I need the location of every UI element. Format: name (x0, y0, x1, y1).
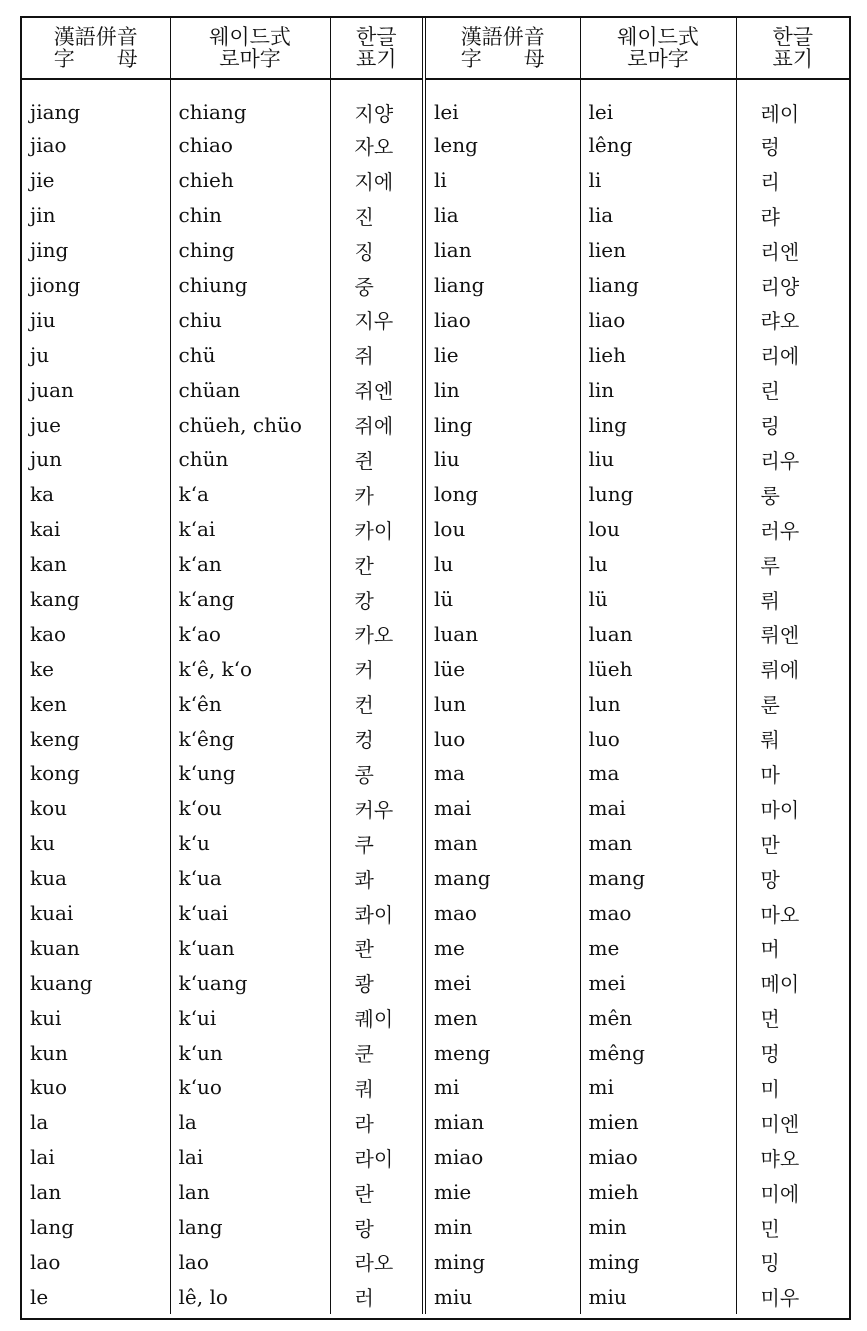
hangul-cell: 쥐에 (330, 407, 424, 442)
hangul-cell: 리우 (760, 448, 800, 473)
hangul-cell: 란 (330, 1175, 424, 1210)
wade-giles-cell: chüan (170, 372, 330, 407)
wade-giles-cell: chiung (170, 268, 330, 303)
hangul-cell: 미에 (760, 1181, 800, 1206)
hangul-cell: 컨 (330, 686, 424, 721)
wade-giles-cell: chiang (170, 79, 330, 128)
pinyin-cell: kang (22, 582, 170, 617)
wade-giles-cell: lan (170, 1175, 330, 1210)
wade-giles-cell: k‘ao (170, 616, 330, 651)
hangul-cell: 카이 (330, 512, 424, 547)
hangul-cell: 컹 (330, 721, 424, 756)
pinyin-cell: kou (22, 791, 170, 826)
table-row (22, 407, 849, 442)
pinyin-cell: jiong (22, 268, 170, 303)
wade-giles-cell: lao (170, 1245, 330, 1280)
pinyin-cell: mie (424, 1175, 580, 1210)
table-row (22, 128, 849, 163)
header-pinyin-left (22, 18, 170, 79)
hangul-cell: 쿤 (330, 1035, 424, 1070)
hangul-cell: 라오 (330, 1245, 424, 1280)
hangul-cell: 지우 (330, 302, 424, 337)
wade-giles-cell: liao (580, 302, 736, 337)
hangul-cell: 랴 (760, 204, 780, 229)
wade-giles-cell: k‘ui (170, 1000, 330, 1035)
table-row (22, 163, 849, 198)
hangul-cell: 쾅 (330, 965, 424, 1000)
pinyin-cell: man (424, 826, 580, 861)
wade-giles-cell: k‘êng (170, 721, 330, 756)
wade-giles-cell: chieh (170, 163, 330, 198)
wade-giles-cell: k‘a (170, 477, 330, 512)
header-pinyin-right (424, 18, 580, 79)
pinyin-cell: mian (424, 1105, 580, 1140)
header-line: 한글 (355, 25, 397, 49)
pinyin-cell: miu (424, 1279, 580, 1314)
pinyin-cell: liang (424, 268, 580, 303)
header-line: 웨이드式 (209, 25, 291, 49)
table-row (22, 756, 849, 791)
header-line: 字 母 (53, 47, 138, 71)
hangul-cell: 만 (760, 832, 780, 857)
wade-giles-cell: k‘an (170, 547, 330, 582)
pinyin-cell: lei (424, 79, 580, 128)
hangul-cell: 랑 (330, 1210, 424, 1245)
header-line: 표기 (355, 47, 397, 71)
wade-giles-cell: mien (580, 1105, 736, 1140)
hangul-cell: 미 (760, 1076, 780, 1101)
pinyin-cell: jue (22, 407, 170, 442)
hangul-cell: 뤼 (760, 588, 780, 613)
wade-giles-cell: chü (170, 337, 330, 372)
wade-giles-cell: k‘ung (170, 756, 330, 791)
wade-giles-cell: k‘uai (170, 896, 330, 931)
hangul-cell: 망 (760, 867, 780, 892)
pinyin-cell: ken (22, 686, 170, 721)
pinyin-cell: keng (22, 721, 170, 756)
wade-giles-cell: lieh (580, 337, 736, 372)
pinyin-cell: kuo (22, 1070, 170, 1105)
table-row (22, 826, 849, 861)
header-wade-right (580, 18, 736, 79)
wade-giles-cell: miao (580, 1140, 736, 1175)
pinyin-cell: lin (424, 372, 580, 407)
table-row (22, 1279, 849, 1314)
table-row (22, 1140, 849, 1175)
table-row (22, 1000, 849, 1035)
wade-giles-cell: lun (580, 686, 736, 721)
wade-giles-cell: ling (580, 407, 736, 442)
table-body (22, 79, 849, 1314)
hangul-cell: 중 (330, 268, 424, 303)
pinyin-cell: jiang (22, 79, 170, 128)
pinyin-cell: ku (22, 826, 170, 861)
hangul-cell: 카 (330, 477, 424, 512)
wade-giles-cell: k‘uang (170, 965, 330, 1000)
pinyin-cell: liu (424, 442, 580, 477)
table-row (22, 1035, 849, 1070)
hangul-cell: 쿠 (330, 826, 424, 861)
header-line: 漢語併音 (53, 25, 138, 49)
pinyin-cell: lüe (424, 651, 580, 686)
hangul-cell: 콴 (330, 930, 424, 965)
hangul-cell: 징 (330, 233, 424, 268)
table-header-row (22, 18, 849, 79)
hangul-cell: 러우 (760, 518, 800, 543)
wade-giles-cell: k‘ên (170, 686, 330, 721)
pinyin-cell: leng (424, 128, 580, 163)
wade-giles-cell: lê, lo (170, 1279, 330, 1314)
table-row (22, 477, 849, 512)
pinyin-cell: lü (424, 582, 580, 617)
hangul-cell: 렁 (760, 134, 780, 159)
table-row (22, 302, 849, 337)
wade-giles-cell: chiao (170, 128, 330, 163)
wade-giles-cell: mei (580, 965, 736, 1000)
wade-giles-cell: liang (580, 268, 736, 303)
wade-giles-cell: mang (580, 861, 736, 896)
wade-giles-cell: liu (580, 442, 736, 477)
hangul-cell: 랴오 (760, 309, 800, 334)
pinyin-cell: lie (424, 337, 580, 372)
pinyin-cell: juan (22, 372, 170, 407)
pinyin-cell: lian (424, 233, 580, 268)
hangul-cell: 쥔 (330, 442, 424, 477)
table-row (22, 791, 849, 826)
pinyin-cell: jie (22, 163, 170, 198)
hangul-cell: 콰 (330, 861, 424, 896)
header-line: 표기 (772, 47, 814, 71)
pinyin-cell: jun (22, 442, 170, 477)
header-wade-left (170, 18, 330, 79)
table-row (22, 582, 849, 617)
wade-giles-cell: man (580, 826, 736, 861)
hangul-cell: 링 (760, 414, 780, 439)
hangul-cell: 리 (760, 169, 780, 194)
hangul-cell: 미우 (760, 1286, 800, 1311)
table-row (22, 1070, 849, 1105)
hangul-cell: 미엔 (760, 1111, 800, 1136)
pinyin-cell: jiu (22, 302, 170, 337)
wade-giles-cell: mao (580, 896, 736, 931)
pinyin-cell: lai (22, 1140, 170, 1175)
wade-giles-cell: ching (170, 233, 330, 268)
header-line: 한글 (772, 25, 814, 49)
table-row (22, 651, 849, 686)
wade-giles-cell: mên (580, 1000, 736, 1035)
wade-giles-cell: ming (580, 1245, 736, 1280)
wade-giles-cell: k‘un (170, 1035, 330, 1070)
table-row (22, 721, 849, 756)
pinyin-cell: lan (22, 1175, 170, 1210)
wade-giles-cell: k‘ê, k‘o (170, 651, 330, 686)
hangul-cell: 쥐 (330, 337, 424, 372)
header-line: 字 母 (460, 47, 545, 71)
pinyin-cell: jin (22, 198, 170, 233)
pinyin-cell: le (22, 1279, 170, 1314)
wade-giles-cell: lin (580, 372, 736, 407)
pinyin-cell: ju (22, 337, 170, 372)
hangul-cell: 레이 (760, 101, 800, 126)
pinyin-cell: ming (424, 1245, 580, 1280)
hangul-cell: 뤄 (760, 728, 780, 753)
pinyin-cell: lia (424, 198, 580, 233)
wade-giles-cell: k‘uan (170, 930, 330, 965)
pinyin-cell: kong (22, 756, 170, 791)
wade-giles-cell: mêng (580, 1035, 736, 1070)
wade-giles-cell: mieh (580, 1175, 736, 1210)
hangul-cell: 캉 (330, 582, 424, 617)
pinyin-cell: liao (424, 302, 580, 337)
hangul-cell: 커우 (330, 791, 424, 826)
header-hangul-right (736, 18, 849, 79)
pinyin-cell: mi (424, 1070, 580, 1105)
hangul-cell: 지에 (330, 163, 424, 198)
table-row (22, 1175, 849, 1210)
wade-giles-cell: mi (580, 1070, 736, 1105)
pinyin-cell: kui (22, 1000, 170, 1035)
table-row (22, 512, 849, 547)
table-row (22, 965, 849, 1000)
pinyin-cell: jing (22, 233, 170, 268)
table-row (22, 686, 849, 721)
wade-giles-cell: li (580, 163, 736, 198)
pinyin-cell: ke (22, 651, 170, 686)
pinyin-cell: meng (424, 1035, 580, 1070)
table-row (22, 233, 849, 268)
wade-giles-cell: lei (580, 79, 736, 128)
hangul-cell: 자오 (330, 128, 424, 163)
pinyin-cell: kun (22, 1035, 170, 1070)
table-row (22, 268, 849, 303)
pinyin-cell: min (424, 1210, 580, 1245)
header-line: 웨이드式 (617, 25, 699, 49)
wade-giles-cell: lang (170, 1210, 330, 1245)
wade-giles-cell: k‘u (170, 826, 330, 861)
pinyin-cell: lu (424, 547, 580, 582)
wade-giles-cell: ma (580, 756, 736, 791)
hangul-cell: 마오 (760, 902, 800, 927)
pinyin-cell: kuan (22, 930, 170, 965)
pinyin-cell: men (424, 1000, 580, 1035)
wade-giles-cell: k‘ai (170, 512, 330, 547)
table-row (22, 442, 849, 477)
pinyin-cell: kao (22, 616, 170, 651)
hangul-cell: 먀오 (760, 1146, 800, 1171)
wade-giles-cell: miu (580, 1279, 736, 1314)
table-row (22, 930, 849, 965)
hangul-cell: 콩 (330, 756, 424, 791)
wade-giles-cell: lung (580, 477, 736, 512)
hangul-cell: 밍 (760, 1251, 780, 1276)
pinyin-cell: me (424, 930, 580, 965)
pinyin-cell: kan (22, 547, 170, 582)
pinyin-cell: long (424, 477, 580, 512)
hangul-cell: 메이 (760, 972, 800, 997)
table-row (22, 861, 849, 896)
wade-giles-cell: lia (580, 198, 736, 233)
pinyin-cell: mai (424, 791, 580, 826)
hangul-cell: 라이 (330, 1140, 424, 1175)
wade-giles-cell: lü (580, 582, 736, 617)
wade-giles-cell: lêng (580, 128, 736, 163)
pinyin-cell: lou (424, 512, 580, 547)
pinyin-cell: mang (424, 861, 580, 896)
pinyin-cell: lao (22, 1245, 170, 1280)
table-row (22, 198, 849, 233)
hangul-cell: 커 (330, 651, 424, 686)
wade-giles-cell: lu (580, 547, 736, 582)
hangul-cell: 민 (760, 1216, 780, 1241)
hangul-cell: 루 (760, 553, 780, 578)
pinyin-cell: li (424, 163, 580, 198)
table-row (22, 79, 849, 128)
table-row (22, 1245, 849, 1280)
hangul-cell: 리양 (760, 274, 800, 299)
pinyin-cell: mao (424, 896, 580, 931)
hangul-cell: 린 (760, 379, 780, 404)
hangul-cell: 뤼에 (760, 658, 800, 683)
pinyin-cell: mei (424, 965, 580, 1000)
table-row (22, 616, 849, 651)
table-row (22, 337, 849, 372)
wade-giles-cell: k‘ou (170, 791, 330, 826)
table-row (22, 896, 849, 931)
hangul-cell: 쿼 (330, 1070, 424, 1105)
hangul-cell: 퀘이 (330, 1000, 424, 1035)
hangul-cell: 라 (330, 1105, 424, 1140)
pinyin-cell: kua (22, 861, 170, 896)
pinyin-cell: ling (424, 407, 580, 442)
hangul-cell: 리에 (760, 344, 800, 369)
wade-giles-cell: chin (170, 198, 330, 233)
wade-giles-cell: chiu (170, 302, 330, 337)
hangul-cell: 러 (330, 1279, 424, 1314)
wade-giles-cell: min (580, 1210, 736, 1245)
table-row (22, 547, 849, 582)
hangul-cell: 룽 (760, 483, 780, 508)
wade-giles-cell: luan (580, 616, 736, 651)
wade-giles-cell: me (580, 930, 736, 965)
wade-giles-cell: chün (170, 442, 330, 477)
wade-giles-cell: lai (170, 1140, 330, 1175)
hangul-cell: 머 (760, 937, 780, 962)
pinyin-cell: luan (424, 616, 580, 651)
hangul-cell: 진 (330, 198, 424, 233)
hangul-cell: 멍 (760, 1042, 780, 1067)
header-line: 로마字 (627, 47, 689, 71)
hangul-cell: 콰이 (330, 896, 424, 931)
hangul-cell: 마이 (760, 797, 800, 822)
hangul-cell: 마 (760, 762, 780, 787)
wade-giles-cell: lou (580, 512, 736, 547)
hangul-cell: 룬 (760, 693, 780, 718)
pinyin-cell: ma (424, 756, 580, 791)
header-hangul-left (330, 18, 424, 79)
hangul-cell: 먼 (760, 1007, 780, 1032)
hangul-cell: 리엔 (760, 239, 800, 264)
hangul-cell: 카오 (330, 616, 424, 651)
hangul-cell: 뤼엔 (760, 623, 800, 648)
pinyin-cell: kai (22, 512, 170, 547)
header-line: 로마字 (219, 47, 281, 71)
wade-giles-cell: k‘ua (170, 861, 330, 896)
romanization-table-page (20, 16, 851, 1320)
pinyin-cell: luo (424, 721, 580, 756)
pinyin-cell: kuang (22, 965, 170, 1000)
pinyin-cell: kuai (22, 896, 170, 931)
wade-giles-cell: k‘ang (170, 582, 330, 617)
table-row (22, 1105, 849, 1140)
header-line: 漢語併音 (460, 25, 545, 49)
pinyin-cell: jiao (22, 128, 170, 163)
wade-giles-cell: chüeh, chüo (170, 407, 330, 442)
pinyin-cell: miao (424, 1140, 580, 1175)
wade-giles-cell: lüeh (580, 651, 736, 686)
wade-giles-cell: lien (580, 233, 736, 268)
romanization-table (22, 18, 849, 1314)
wade-giles-cell: k‘uo (170, 1070, 330, 1105)
hangul-cell: 쥐엔 (330, 372, 424, 407)
wade-giles-cell: mai (580, 791, 736, 826)
hangul-cell: 지양 (330, 79, 424, 128)
table-row (22, 1210, 849, 1245)
wade-giles-cell: la (170, 1105, 330, 1140)
wade-giles-cell: luo (580, 721, 736, 756)
pinyin-cell: lang (22, 1210, 170, 1245)
pinyin-cell: ka (22, 477, 170, 512)
pinyin-cell: la (22, 1105, 170, 1140)
pinyin-cell: lun (424, 686, 580, 721)
table-row (22, 372, 849, 407)
hangul-cell: 칸 (330, 547, 424, 582)
